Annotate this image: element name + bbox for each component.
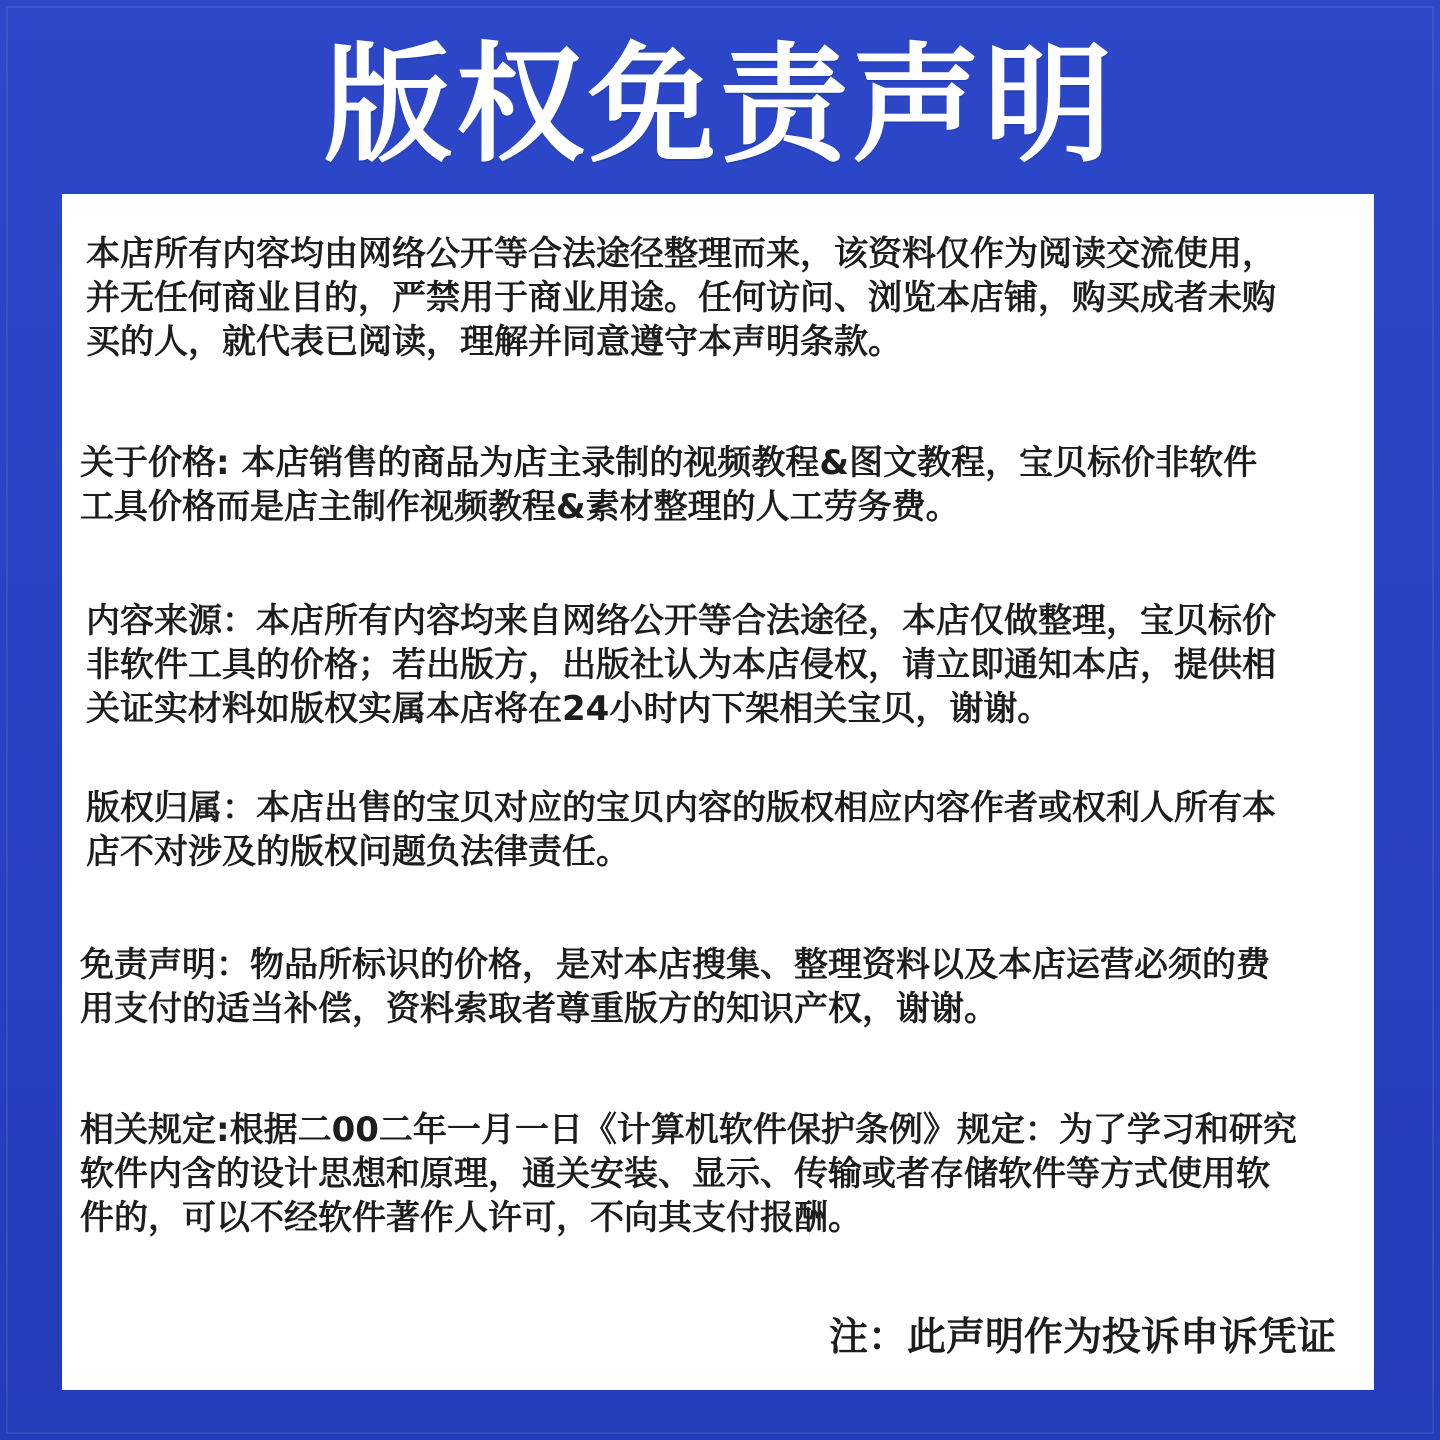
price-paragraph <box>80 441 1348 529</box>
regulation-paragraph <box>80 1108 1348 1240</box>
paragraph-line: 关证实材料如版权实属本店将在24小时内下架相关宝贝，谢谢。 <box>86 689 1052 729</box>
paragraph-line: 相关规定:根据二00二年一月一日《计算机软件保护条例》规定：为了学习和研究 <box>80 1110 1297 1150</box>
page-title: 版权免责声明 <box>323 31 1116 180</box>
paragraph-line: 买的人，就代表已阅读，理解并同意遵守本声明条款。 <box>86 322 902 362</box>
paragraph-line: 件的，可以不经软件著作人许可，不向其支付报酬。 <box>80 1198 862 1238</box>
footer-note: 注：此声明作为投诉申诉凭证 <box>828 1315 1336 1360</box>
paragraph-line: 关于价格: 本店销售的商品为店主录制的视频教程&图文教程，宝贝标价非软件 <box>80 443 1258 483</box>
copyright-ownership-paragraph <box>86 786 1354 874</box>
paragraph-line: 店不对涉及的版权问题负法律责任。 <box>86 832 630 872</box>
paragraph-line: 版权归属：本店出售的宝贝对应的宝贝内容的版权相应内容作者或权利人所有本 <box>86 788 1276 828</box>
content-source-paragraph <box>86 599 1354 731</box>
paragraph-line: 本店所有内容均由网络公开等合法途径整理而来，该资料仅作为阅读交流使用， <box>86 234 1276 274</box>
paragraph-line: 工具价格而是店主制作视频教程&素材整理的人工劳务费。 <box>80 487 960 527</box>
paragraph-line: 并无任何商业目的，严禁用于商业用途。任何访问、浏览本店铺，购买成者未购 <box>86 278 1276 318</box>
content-panel <box>62 194 1374 1390</box>
paragraph-line: 用支付的适当补偿，资料索取者尊重版方的知识产权，谢谢。 <box>80 989 998 1029</box>
paragraph-line: 免责声明：物品所标识的价格，是对本店搜集、整理资料以及本店运营必须的费 <box>80 945 1270 985</box>
paragraph-line: 内容来源：本店所有内容均来自网络公开等合法途径，本店仅做整理，宝贝标价 <box>86 601 1276 641</box>
paragraph-line: 非软件工具的价格；若出版方，出版社认为本店侵权，请立即通知本店，提供相 <box>86 645 1276 685</box>
general-statement-paragraph <box>86 232 1354 364</box>
disclaimer-paragraph <box>80 943 1348 1031</box>
paragraph-line: 软件内含的设计思想和原理，通关安装、显示、传输或者存储软件等方式使用软 <box>80 1154 1270 1194</box>
